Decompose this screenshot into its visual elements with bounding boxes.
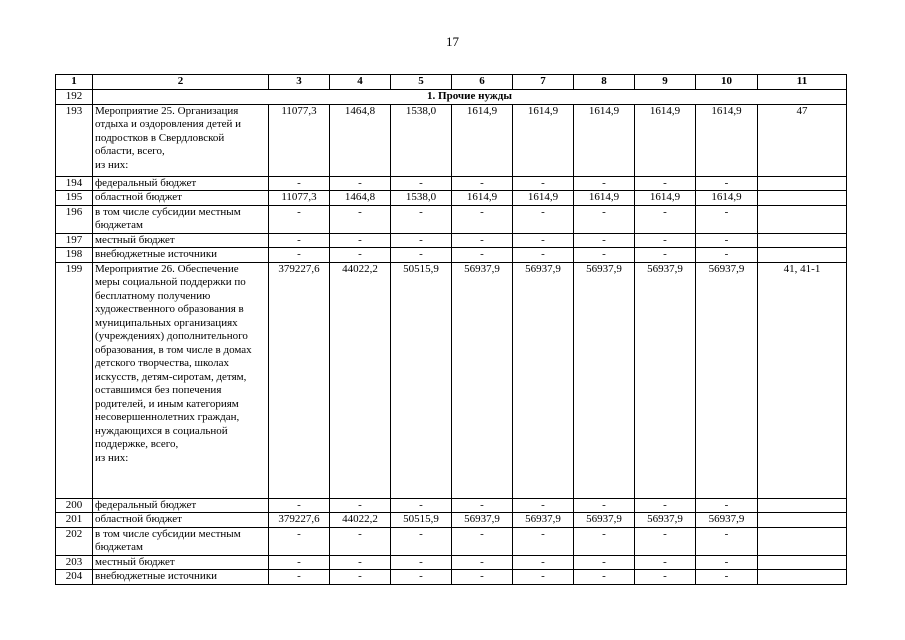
value-cell: -	[391, 205, 452, 233]
row-name: областной бюджет	[93, 191, 269, 206]
value-cell: -	[269, 527, 330, 555]
table-row	[56, 570, 847, 585]
reference-cell: 41, 41-1	[758, 262, 847, 498]
table-row	[56, 205, 847, 233]
reference-cell	[758, 555, 847, 570]
value-cell: -	[574, 570, 635, 585]
value-cell: 1614,9	[574, 191, 635, 206]
row-index: 201	[56, 513, 93, 528]
column-header: 7	[513, 75, 574, 90]
value-cell: 1614,9	[635, 104, 696, 176]
value-cell: 56937,9	[513, 262, 574, 498]
reference-cell	[758, 570, 847, 585]
row-index: 199	[56, 262, 93, 498]
value-cell: -	[635, 205, 696, 233]
table-row	[56, 527, 847, 555]
section-row	[56, 90, 847, 105]
table-row	[56, 498, 847, 513]
value-cell: -	[696, 205, 758, 233]
value-cell: -	[330, 176, 391, 191]
value-cell: -	[330, 248, 391, 263]
value-cell: -	[513, 570, 574, 585]
value-cell: -	[513, 527, 574, 555]
value-cell: 1614,9	[574, 104, 635, 176]
row-name: местный бюджет	[93, 233, 269, 248]
value-cell: -	[269, 248, 330, 263]
value-cell: 1464,8	[330, 191, 391, 206]
row-index: 197	[56, 233, 93, 248]
value-cell: -	[635, 527, 696, 555]
value-cell: -	[269, 570, 330, 585]
value-cell: -	[330, 527, 391, 555]
table-row	[56, 104, 847, 176]
value-cell: 1614,9	[513, 191, 574, 206]
column-header: 6	[452, 75, 513, 90]
column-header: 4	[330, 75, 391, 90]
page-number: 17	[446, 34, 459, 49]
value-cell: 56937,9	[574, 262, 635, 498]
row-name: местный бюджет	[93, 555, 269, 570]
value-cell: 56937,9	[635, 513, 696, 528]
value-cell: -	[330, 570, 391, 585]
value-cell: -	[452, 233, 513, 248]
row-index: 195	[56, 191, 93, 206]
row-index: 203	[56, 555, 93, 570]
value-cell: 56937,9	[513, 513, 574, 528]
row-index: 204	[56, 570, 93, 585]
value-cell: -	[635, 570, 696, 585]
reference-cell	[758, 176, 847, 191]
value-cell: -	[696, 233, 758, 248]
row-name: внебюджетные источники	[93, 570, 269, 585]
row-index: 200	[56, 498, 93, 513]
value-cell: -	[574, 205, 635, 233]
table-row	[56, 176, 847, 191]
value-cell: -	[635, 176, 696, 191]
value-cell: 50515,9	[391, 262, 452, 498]
value-cell: -	[269, 555, 330, 570]
value-cell: 56937,9	[696, 513, 758, 528]
column-header: 1	[56, 75, 93, 90]
column-header: 2	[93, 75, 269, 90]
row-name: федеральный бюджет	[93, 498, 269, 513]
reference-cell	[758, 233, 847, 248]
value-cell: -	[452, 248, 513, 263]
value-cell: 1538,0	[391, 104, 452, 176]
value-cell: -	[452, 570, 513, 585]
value-cell: 1614,9	[635, 191, 696, 206]
value-cell: 1614,9	[696, 191, 758, 206]
table-row	[56, 262, 847, 498]
value-cell: -	[391, 570, 452, 585]
reference-cell	[758, 498, 847, 513]
table-row	[56, 191, 847, 206]
value-cell: -	[330, 498, 391, 513]
row-name: в том числе субсидии местным бюджетам	[93, 205, 269, 233]
value-cell: -	[635, 233, 696, 248]
value-cell: 44022,2	[330, 262, 391, 498]
value-cell: -	[330, 555, 391, 570]
value-cell: -	[635, 555, 696, 570]
table-row	[56, 248, 847, 263]
value-cell: -	[391, 248, 452, 263]
column-header: 9	[635, 75, 696, 90]
value-cell: -	[513, 233, 574, 248]
value-cell: 1614,9	[452, 191, 513, 206]
value-cell: 1538,0	[391, 191, 452, 206]
value-cell: -	[513, 205, 574, 233]
value-cell: -	[269, 233, 330, 248]
value-cell: 50515,9	[391, 513, 452, 528]
value-cell: 11077,3	[269, 191, 330, 206]
row-index: 196	[56, 205, 93, 233]
value-cell: -	[696, 498, 758, 513]
value-cell: 1614,9	[452, 104, 513, 176]
value-cell: 44022,2	[330, 513, 391, 528]
value-cell: -	[574, 176, 635, 191]
value-cell: -	[574, 498, 635, 513]
value-cell: 379227,6	[269, 262, 330, 498]
value-cell: -	[696, 176, 758, 191]
value-cell: -	[696, 527, 758, 555]
value-cell: -	[452, 498, 513, 513]
reference-cell	[758, 191, 847, 206]
reference-cell	[758, 205, 847, 233]
value-cell: -	[391, 233, 452, 248]
budget-table	[55, 74, 847, 585]
row-index: 192	[56, 90, 93, 105]
value-cell: -	[696, 248, 758, 263]
row-index: 198	[56, 248, 93, 263]
value-cell: -	[391, 176, 452, 191]
value-cell: -	[513, 555, 574, 570]
value-cell: -	[269, 205, 330, 233]
value-cell: -	[574, 527, 635, 555]
row-name: Мероприятие 26. Обеспечение меры социальной поддержки по бесплатному получению художественного образования в муниципальных организациях (учреждениях) дополнительного образования, в том числе в домах детского творчества, школах искусств, детям-сиротам, детям, оставшимся без попечения родителей, и иным категориям несовершеннолетних граждан, нуждающихся в социальной поддержке, всего, из них:	[93, 262, 269, 498]
value-cell: -	[269, 498, 330, 513]
value-cell: -	[391, 527, 452, 555]
header-row	[56, 75, 847, 90]
value-cell: 1464,8	[330, 104, 391, 176]
value-cell: 11077,3	[269, 104, 330, 176]
value-cell: -	[513, 248, 574, 263]
reference-cell	[758, 527, 847, 555]
row-name: в том числе субсидии местным бюджетам	[93, 527, 269, 555]
row-name: Мероприятие 25. Организация отдыха и оздоровления детей и подростков в Свердловской области, всего, из них:	[93, 104, 269, 176]
column-header: 5	[391, 75, 452, 90]
value-cell: -	[452, 527, 513, 555]
table-row	[56, 555, 847, 570]
row-name: областной бюджет	[93, 513, 269, 528]
value-cell: -	[330, 205, 391, 233]
table-row	[56, 233, 847, 248]
value-cell: -	[696, 555, 758, 570]
column-header: 10	[696, 75, 758, 90]
value-cell: 1614,9	[696, 104, 758, 176]
value-cell: -	[635, 498, 696, 513]
value-cell: 56937,9	[635, 262, 696, 498]
section-title: 1. Прочие нужды	[93, 90, 847, 105]
column-header: 11	[758, 75, 847, 90]
row-name: внебюджетные источники	[93, 248, 269, 263]
value-cell: -	[696, 570, 758, 585]
reference-cell: 47	[758, 104, 847, 176]
row-index: 194	[56, 176, 93, 191]
value-cell: -	[635, 248, 696, 263]
value-cell: -	[452, 205, 513, 233]
value-cell: -	[513, 498, 574, 513]
row-index: 193	[56, 104, 93, 176]
value-cell: 56937,9	[452, 513, 513, 528]
row-name: федеральный бюджет	[93, 176, 269, 191]
value-cell: 1614,9	[513, 104, 574, 176]
row-index: 202	[56, 527, 93, 555]
value-cell: -	[391, 555, 452, 570]
column-header: 3	[269, 75, 330, 90]
value-cell: -	[452, 555, 513, 570]
value-cell: -	[452, 176, 513, 191]
value-cell: 56937,9	[696, 262, 758, 498]
reference-cell	[758, 248, 847, 263]
value-cell: -	[269, 176, 330, 191]
column-header: 8	[574, 75, 635, 90]
value-cell: 56937,9	[574, 513, 635, 528]
value-cell: -	[574, 248, 635, 263]
value-cell: -	[574, 555, 635, 570]
reference-cell	[758, 513, 847, 528]
value-cell: -	[513, 176, 574, 191]
value-cell: -	[391, 498, 452, 513]
value-cell: -	[330, 233, 391, 248]
value-cell: -	[574, 233, 635, 248]
value-cell: 379227,6	[269, 513, 330, 528]
table-row	[56, 513, 847, 528]
value-cell: 56937,9	[452, 262, 513, 498]
